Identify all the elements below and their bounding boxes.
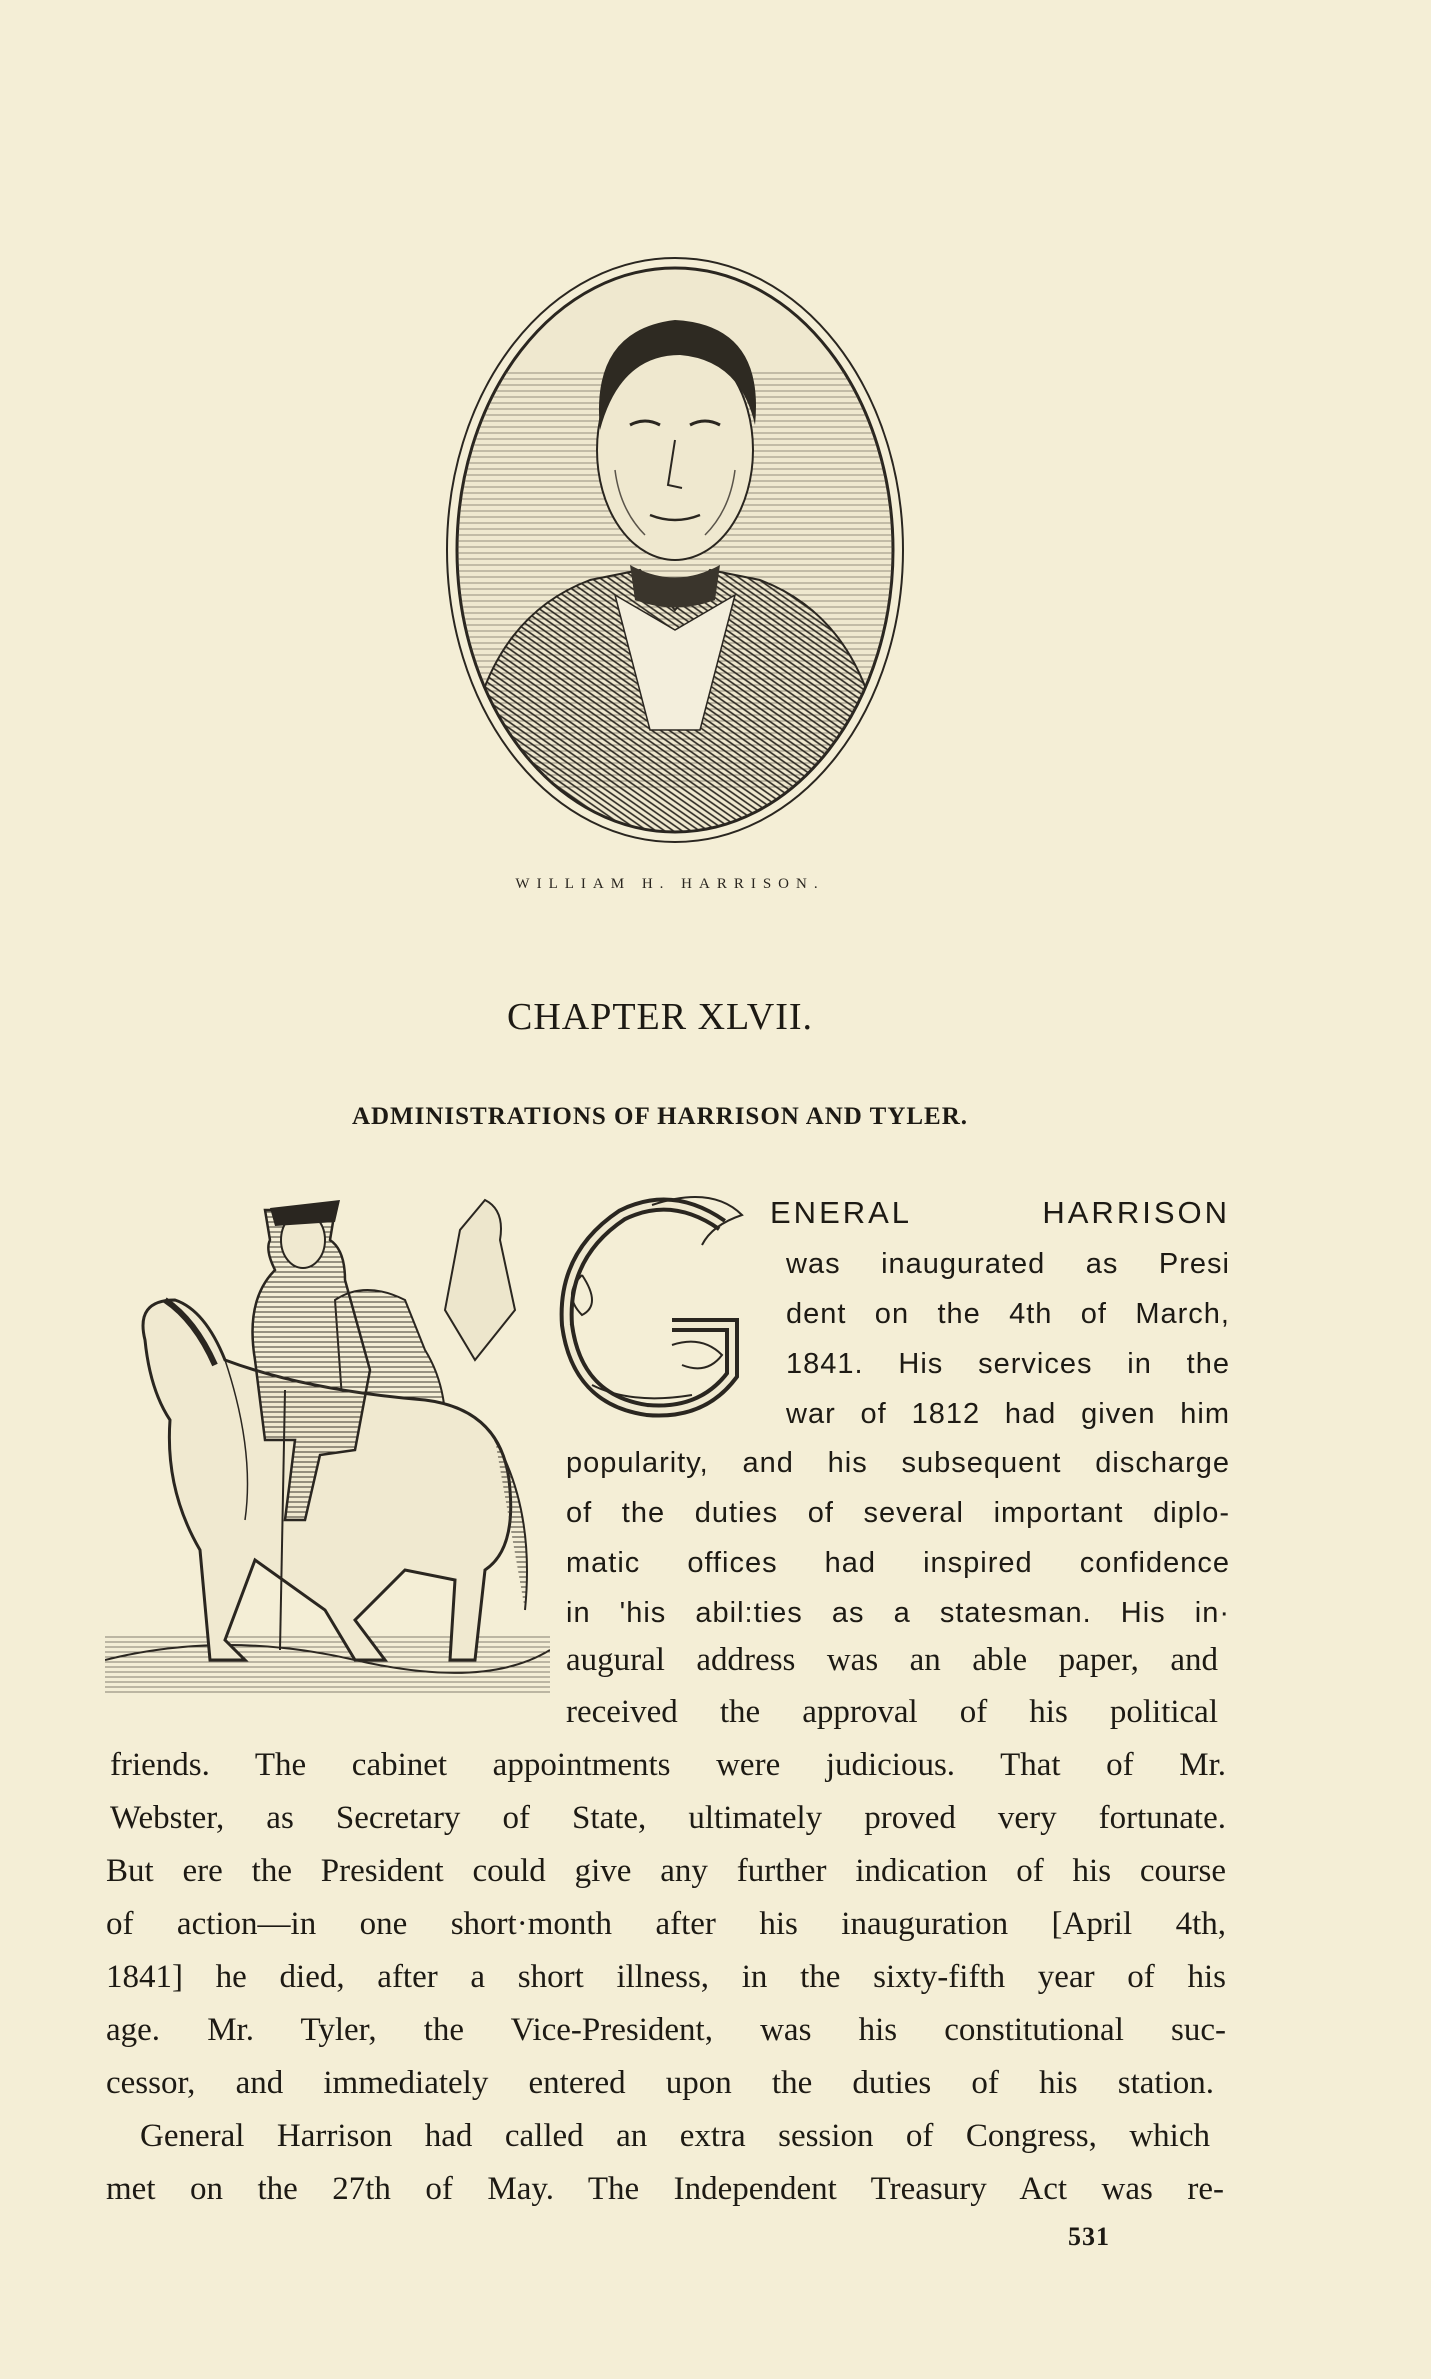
body-line: Webster, as Secretary of State, ultimately proved very fortunate. xyxy=(110,1800,1226,1836)
harrison-portrait-engraving xyxy=(440,250,910,850)
body-line: 1841] he died, after a short illness, in the sixty-fifth year of his xyxy=(106,1959,1226,1995)
body-line: General Harrison had called an extra session of Congress, which xyxy=(140,2118,1210,2154)
horseman-illustration xyxy=(105,1190,550,1715)
body-line: met on the 27th of May. The Independent Treasury Act was re- xyxy=(106,2171,1224,2207)
body-line: popularity, and his subsequent discharge xyxy=(566,1447,1230,1479)
page-number: 531 xyxy=(1068,2222,1110,2251)
chapter-subtitle: ADMINISTRATIONS OF HARRISON AND TYLER. xyxy=(351,1103,969,1130)
chapter-title: CHAPTER XLVII. xyxy=(506,996,814,1038)
body-line: was inaugurated as Presi xyxy=(786,1248,1230,1280)
body-line: ENERAL HARRISON xyxy=(770,1195,1230,1230)
body-line: age. Mr. Tyler, the Vice-President, was his constitutional suc- xyxy=(106,2012,1226,2048)
body-line: 1841. His services in the xyxy=(786,1348,1230,1380)
body-line: in 'his abil:ties as a statesman. His in· xyxy=(566,1597,1230,1629)
body-line: augural address was an able paper, and xyxy=(566,1642,1218,1678)
body-line: matic offices had inspired confidence xyxy=(566,1547,1230,1579)
body-line: of action—in one short·month after his inauguration [April 4th, xyxy=(106,1906,1226,1942)
body-line: war of 1812 had given him xyxy=(786,1398,1230,1430)
body-line: friends. The cabinet appointments were judicious. That of Mr. xyxy=(110,1747,1226,1783)
body-line: received the approval of his political xyxy=(566,1694,1218,1730)
ornamental-drop-cap-g xyxy=(552,1185,752,1425)
body-line: of the duties of several important diplo- xyxy=(566,1497,1230,1529)
body-line: But ere the President could give any further indication of his course xyxy=(106,1853,1226,1889)
body-line: dent on the 4th of March, xyxy=(786,1298,1230,1330)
body-line: cessor, and immediately entered upon the duties of his station. xyxy=(106,2065,1214,2101)
portrait-caption: WILLIAM H. HARRISON. xyxy=(515,876,825,892)
